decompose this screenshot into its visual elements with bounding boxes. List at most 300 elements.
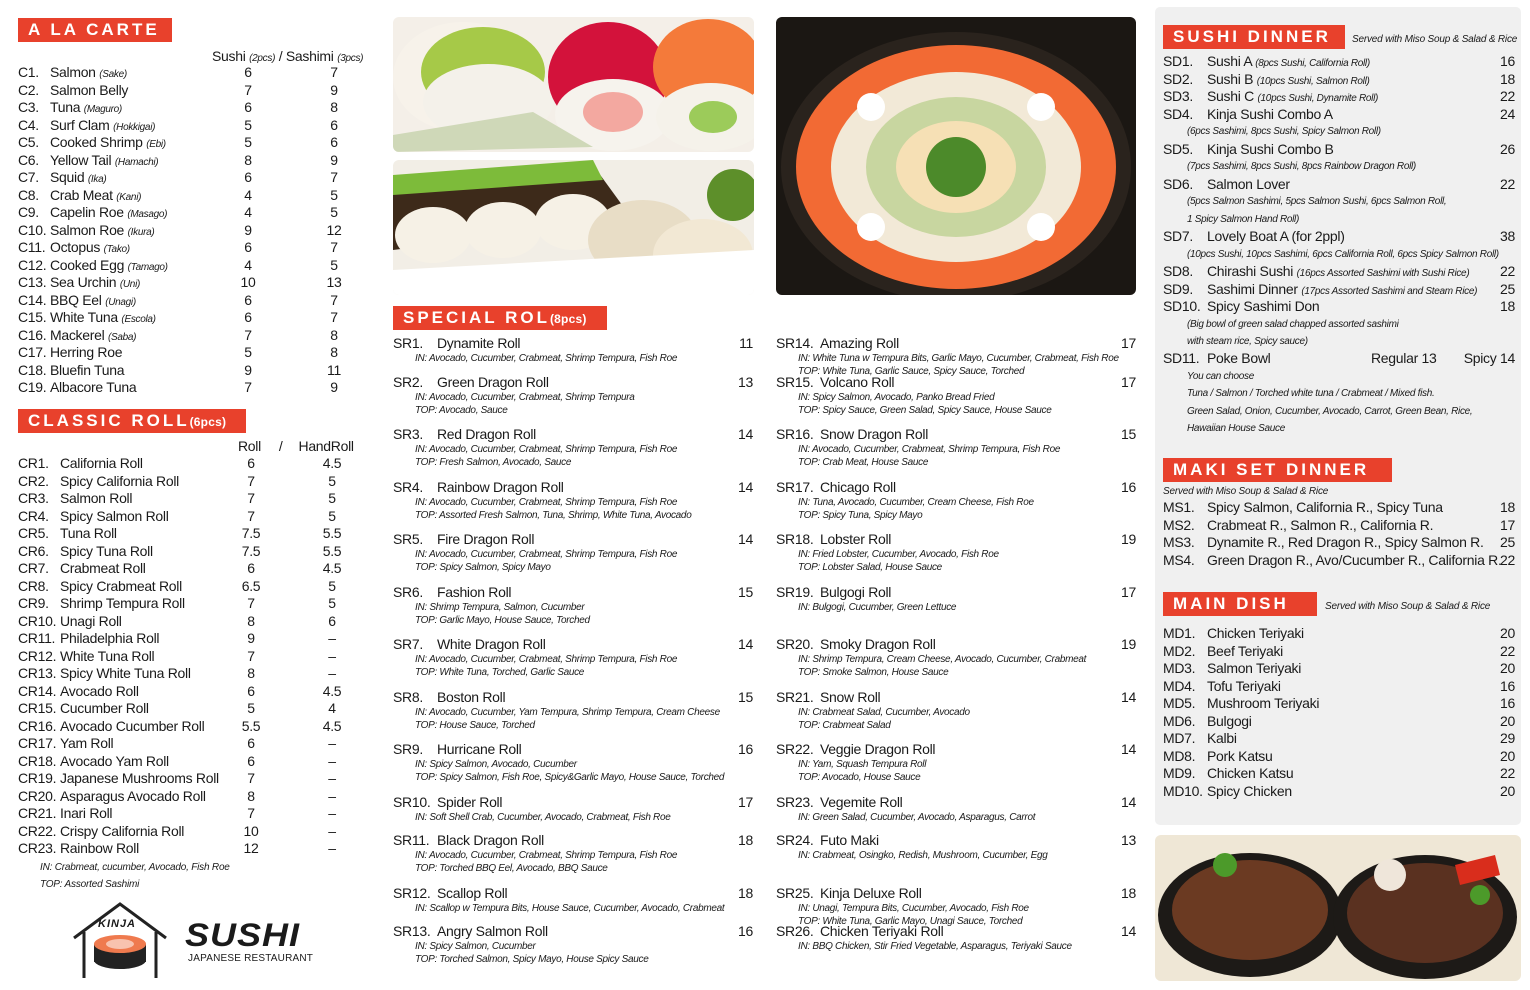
restaurant-subtitle: JAPANESE RESTAURANT — [188, 953, 314, 964]
ingredients-top: TOP: Smoke Salmon, House Sauce — [798, 667, 949, 678]
menu-item-row[interactable] — [18, 117, 368, 135]
menu-item-row[interactable] — [1163, 643, 1515, 661]
menu-item-row[interactable] — [1163, 730, 1515, 748]
ingredients-top: TOP: Crab Meat, House Sauce — [798, 457, 929, 468]
menu-item-row[interactable] — [18, 840, 368, 858]
special-roll-title — [776, 479, 1136, 496]
item-name-text: Tuna — [50, 99, 81, 115]
main-dish-header: MAIN DISH — [1163, 592, 1317, 616]
item-name-text: BBQ Eel — [50, 291, 102, 308]
item-price: 25 — [1500, 534, 1515, 550]
sashimi-price: 7 — [330, 291, 338, 308]
a-la-carte-header: A LA CARTE — [18, 18, 172, 42]
ingredients-inside: IN: Yam, Squash Tempura Roll — [798, 759, 927, 770]
menu-item-row[interactable] — [18, 718, 368, 736]
menu-item-row[interactable] — [1163, 695, 1515, 713]
item-name: Crabmeat R., Salmon R., California R. — [1207, 516, 1434, 533]
sushi-dinner-item[interactable] — [1163, 53, 1515, 71]
menu-item-row[interactable] — [18, 327, 368, 345]
item-name-text: Crab Meat — [50, 186, 113, 203]
item-price: 14 — [738, 531, 753, 547]
special-roll-item[interactable] — [393, 531, 753, 574]
item-price: 14 — [1121, 689, 1136, 705]
menu-item-row[interactable] — [18, 99, 368, 117]
item-description-line: (5pcs Salmon Sashimi, 5pcs Salmon Sushi, 6pcs Salmon Roll, — [1187, 196, 1447, 207]
item-code: C1. — [18, 64, 39, 80]
sashimi-price: 7 — [330, 309, 338, 325]
special-roll-title — [393, 689, 753, 706]
item-japanese-name: (Hokkigai) — [113, 121, 156, 133]
item-code: SD6. — [1163, 175, 1193, 192]
roll-price: 7 — [247, 805, 255, 821]
item-code: CR8. — [18, 577, 49, 594]
special-roll-title — [393, 426, 753, 443]
sushi-dinner-item[interactable] — [1163, 88, 1515, 106]
item-price: 11 — [739, 335, 753, 351]
roll-price: 6 — [247, 455, 255, 471]
item-name-text: Surf Clam — [50, 116, 110, 133]
special-roll-title — [776, 741, 1136, 758]
item-price: 22 — [1500, 263, 1515, 279]
item-name-text: Cooked Egg — [50, 256, 125, 273]
menu-item-row[interactable] — [1163, 783, 1515, 801]
item-name: Amazing Roll — [820, 335, 899, 351]
special-roll-item[interactable] — [393, 741, 753, 784]
item-name-text: Octopus — [50, 239, 101, 255]
special-roll-item[interactable] — [393, 374, 753, 417]
special-roll-item[interactable] — [393, 689, 753, 732]
menu-item-row[interactable] — [18, 292, 368, 310]
item-code: SD7. — [1163, 228, 1193, 244]
special-roll-title — [776, 374, 1136, 391]
special-roll-item[interactable] — [776, 636, 1136, 679]
item-name: Tofu Teriyaki — [1207, 677, 1281, 694]
item-name: Dynamite R., Red Dragon R., Spicy Salmon R. — [1207, 534, 1484, 550]
item-code: CR19. — [18, 770, 57, 786]
item-price: 19 — [1121, 636, 1136, 652]
item-code: CR14. — [18, 682, 57, 699]
special-roll-title — [393, 636, 753, 653]
item-code: MD2. — [1163, 642, 1196, 659]
item-code: SR8. — [393, 689, 423, 705]
handroll-price: 4 — [328, 700, 336, 716]
item-name: Green Dragon Roll — [437, 374, 549, 390]
special-roll-title — [393, 832, 753, 849]
item-price: 15 — [1121, 426, 1136, 442]
ingredients-inside: IN: Fried Lobster, Cucumber, Avocado, Fish Roe — [798, 549, 999, 560]
sushi-price: 7 — [244, 326, 252, 343]
item-code: C9. — [18, 204, 39, 220]
sashimi-price: 8 — [330, 99, 338, 115]
ingredients-inside: IN: Shrimp Tempura, Cream Cheese, Avocado, Cucumber, Crabmeat — [798, 654, 1087, 665]
menu-item-row[interactable] — [1163, 713, 1515, 731]
item-code: C18. — [18, 361, 47, 378]
special-roll-item[interactable] — [776, 794, 1136, 824]
item-price: 25 — [1500, 280, 1515, 297]
special-roll-item[interactable] — [393, 426, 753, 469]
ingredients-top: TOP: Garlic Mayo, House Sauce, Torched — [415, 615, 590, 626]
item-name: White Dragon Roll — [437, 636, 546, 652]
item-price: 16 — [1121, 479, 1136, 495]
sashimi-price: 5 — [330, 204, 338, 220]
roll-price: 7 — [247, 647, 255, 664]
ingredients-inside: IN: Spicy Salmon, Cucumber — [415, 941, 536, 952]
item-name: Fire Dragon Roll — [437, 531, 535, 547]
item-code: CR3. — [18, 490, 49, 506]
item-price: 16 — [1500, 695, 1515, 711]
special-roll-item[interactable] — [393, 794, 753, 824]
sushi-dinner-item[interactable] — [1163, 263, 1515, 281]
item-name: Spicy Salmon Roll — [60, 507, 169, 524]
menu-item-row[interactable] — [18, 344, 368, 362]
special-roll-title — [393, 741, 753, 758]
item-name: Snow Dragon Roll — [820, 426, 929, 442]
menu-item-row[interactable] — [18, 805, 368, 823]
item-code: SR6. — [393, 584, 423, 600]
item-code: SR5. — [393, 531, 423, 547]
item-code: CR21. — [18, 805, 57, 821]
ingredients-inside: IN: Spicy Salmon, Avocado, Panko Bread Fried — [798, 392, 995, 403]
special-roll-item[interactable] — [393, 479, 753, 522]
menu-item-row[interactable] — [18, 823, 368, 841]
special-roll-title — [776, 923, 1136, 940]
menu-item-title — [1163, 730, 1515, 748]
special-roll-title — [393, 584, 753, 601]
item-code: SR17. — [776, 479, 814, 495]
menu-item-row[interactable] — [1163, 499, 1515, 517]
item-japanese-name: (Tako) — [103, 244, 130, 255]
sashimi-price: 5 — [330, 256, 338, 273]
item-name: Mushroom Teriyaki — [1207, 695, 1320, 711]
special-roll-item[interactable] — [393, 832, 753, 875]
ingredients-top: TOP: Crabmeat Salad — [798, 720, 891, 731]
item-name: Crabmeat Roll — [60, 560, 146, 576]
item-name-text: Sushi A — [1207, 53, 1252, 69]
item-name-text: Sushi C — [1207, 88, 1254, 104]
menu-item-row[interactable] — [18, 274, 368, 292]
item-price: 15 — [738, 584, 753, 600]
item-code: MD5. — [1163, 695, 1196, 711]
roll-price: 7 — [247, 507, 255, 524]
item-price: 16 — [1500, 677, 1515, 694]
item-price: 26 — [1500, 140, 1515, 157]
item-code: C5. — [18, 134, 39, 150]
menu-item-row[interactable] — [18, 455, 368, 473]
item-name: Shrimp Tempura Roll — [60, 595, 185, 611]
item-name-text: Herring Roe — [50, 344, 123, 360]
item-price: 22 — [1500, 88, 1515, 104]
item-code: CR2. — [18, 472, 49, 489]
item-name: Boston Roll — [437, 689, 506, 705]
sushi-dinner-subtitle: Served with Miso Soup & Salad & Rice — [1352, 34, 1518, 45]
item-name: Avocado Roll — [60, 682, 139, 699]
item-name-text: Spicy Sashimi Don — [1207, 298, 1320, 314]
special-roll-title — [776, 335, 1136, 352]
item-name-text: Capelin Roe — [50, 204, 124, 220]
sushi-dinner-item[interactable] — [1163, 106, 1515, 141]
sushi-price: 6 — [244, 309, 252, 325]
sushi-dinner-title — [1163, 53, 1515, 71]
roll-price: 5 — [247, 700, 255, 716]
menu-item-title — [1163, 660, 1515, 678]
sushi-dinner-item[interactable] — [1163, 281, 1515, 299]
sushi-price: 4 — [244, 256, 252, 273]
menu-item-row[interactable] — [18, 648, 368, 666]
item-code: SD5. — [1163, 140, 1193, 157]
special-roll-title — [776, 426, 1136, 443]
menu-item-row[interactable] — [1163, 625, 1515, 643]
special-roll-item[interactable] — [776, 832, 1136, 862]
menu-item-row[interactable] — [18, 64, 368, 82]
item-description: (17pcs Assorted Sashimi and Steam Rice) — [1301, 285, 1478, 297]
item-name: Bulgogi — [1207, 712, 1252, 729]
menu-item-row[interactable] — [18, 753, 368, 771]
menu-item-row[interactable] — [18, 82, 368, 100]
menu-item-row[interactable] — [18, 683, 368, 701]
item-description: (10pcs Sushi, Salmon Roll) — [1256, 75, 1370, 87]
sashimi-price: 12 — [326, 221, 342, 238]
item-code: SD2. — [1163, 70, 1193, 87]
item-description-line: with steam rice, Spicy sauce) — [1187, 336, 1308, 347]
ingredients-top: TOP: Spicy Sauce, Green Salad, Spicy Sauce, House Sauce — [798, 405, 1052, 416]
item-code: CR17. — [18, 735, 57, 751]
ingredients-top: TOP: Spicy Salmon, Fish Roe, Spicy&Garlic Mayo, House Sauce, Torched — [415, 772, 725, 783]
roll-price: 7 — [247, 595, 255, 611]
menu-item-row[interactable] — [18, 239, 368, 257]
sushi-wordmark: SUSHI — [185, 916, 301, 953]
item-name: Beef Teriyaki — [1207, 642, 1283, 659]
item-code: CR22. — [18, 822, 57, 839]
menu-item-row[interactable] — [18, 665, 368, 683]
handroll-price: – — [328, 770, 336, 786]
menu-item-row[interactable] — [18, 204, 368, 222]
sushi-price: 6 — [244, 169, 252, 185]
menu-item-row[interactable] — [1163, 552, 1515, 570]
sushi-dinner-item[interactable] — [1163, 176, 1515, 229]
menu-item-title — [1163, 625, 1515, 643]
special-roll-title — [776, 794, 1136, 811]
menu-item-row[interactable] — [1163, 678, 1515, 696]
ingredients-top: TOP: Avocado, Sauce — [415, 405, 508, 416]
special-roll-item[interactable] — [393, 636, 753, 679]
item-description-line: 1 Spicy Salmon Hand Roll) — [1187, 213, 1299, 225]
item-name: Inari Roll — [60, 805, 113, 821]
menu-item-row[interactable] — [18, 152, 368, 170]
menu-item-row[interactable] — [18, 473, 368, 491]
item-price: 18 — [738, 832, 753, 848]
item-price: 16 — [1500, 53, 1515, 69]
item-price: 22 — [1500, 551, 1515, 568]
menu-item-row[interactable] — [18, 543, 368, 561]
special-roll-title — [393, 374, 753, 391]
item-name-text: Yellow Tail — [50, 151, 112, 168]
menu-item-row[interactable] — [18, 525, 368, 543]
menu-item-row[interactable] — [18, 379, 368, 397]
maki-set-header: MAKI SET DINNER — [1163, 458, 1392, 482]
item-code: SR3. — [393, 426, 423, 442]
sushi-dinner-item[interactable] — [1163, 141, 1515, 176]
sashimi-price: 7 — [330, 169, 338, 185]
item-code: SR10. — [393, 794, 431, 810]
item-japanese-name: (Tamago) — [127, 261, 168, 273]
item-name-text: Sashimi Dinner — [1207, 280, 1298, 297]
item-code: CR10. — [18, 612, 57, 629]
item-name: Salmon Teriyaki — [1207, 660, 1302, 676]
sushi-dinner-item[interactable] — [1163, 298, 1515, 351]
item-description: (10pcs Sushi, Dynamite Roll) — [1257, 93, 1379, 104]
sushi-price: 4 — [244, 186, 252, 203]
item-code: MS1. — [1163, 499, 1195, 515]
item-code: SR25. — [776, 885, 814, 901]
menu-item-row[interactable] — [18, 630, 368, 648]
special-roll-item[interactable] — [776, 426, 1136, 469]
item-code: CR23. — [18, 840, 57, 856]
ingredients-inside: IN: Avocado, Cucumber, Crabmeat, Shrimp Tempura, Fish Roe — [415, 549, 678, 560]
item-name: Spicy Salmon, California R., Spicy Tuna — [1207, 499, 1443, 515]
special-roll-item[interactable] — [393, 885, 753, 915]
handroll-price: 5.5 — [322, 542, 342, 559]
roll-price: 6 — [247, 735, 255, 751]
menu-item-row[interactable] — [18, 770, 368, 788]
item-name: Smoky Dragon Roll — [820, 636, 936, 652]
menu-item-row[interactable] — [1163, 748, 1515, 766]
item-name: Tuna Roll — [60, 525, 117, 541]
sashimi-price: 7 — [330, 239, 338, 255]
item-name-text: Kinja Sushi Combo A — [1207, 105, 1333, 122]
ingredients-inside: IN: Avocado, Cucumber, Crabmeat, Shrimp Tempura, Fish Roe — [415, 444, 678, 455]
sushi-price: 7 — [244, 81, 252, 98]
menu-item-row[interactable] — [1163, 765, 1515, 783]
roll-price: 5.5 — [241, 717, 261, 734]
sushi-price: 6 — [244, 99, 252, 115]
item-price: 14 — [1121, 794, 1136, 810]
item-code: C16. — [18, 326, 47, 343]
roll-price: 12 — [243, 840, 259, 856]
menu-item-row[interactable] — [1163, 517, 1515, 535]
special-roll-item[interactable] — [393, 584, 753, 627]
item-code: SR14. — [776, 335, 814, 351]
menu-item-row[interactable] — [18, 508, 368, 526]
menu-item-row[interactable] — [18, 490, 368, 508]
handroll-price: – — [328, 787, 336, 804]
item-price: 20 — [1500, 712, 1515, 729]
item-price: 17 — [1121, 335, 1136, 351]
menu-item-row[interactable] — [18, 134, 368, 152]
sushi-dinner-item[interactable] — [1163, 71, 1515, 89]
item-price: 22 — [1500, 175, 1515, 192]
ingredients-inside: IN: Avocado, Cucumber, Crabmeat, Shrimp Tempura, Fish Roe — [798, 444, 1061, 455]
sushi-price: 5 — [244, 134, 252, 150]
menu-item-row[interactable] — [18, 309, 368, 327]
menu-item-row[interactable] — [1163, 660, 1515, 678]
item-name: Spider Roll — [437, 794, 503, 810]
menu-item-row[interactable] — [18, 257, 368, 275]
special-roll-item[interactable] — [776, 531, 1136, 574]
item-price: 17 — [1500, 516, 1515, 533]
special-roll-title — [393, 479, 753, 496]
item-name — [1207, 141, 1334, 159]
sushi-price: 6 — [244, 64, 252, 80]
item-japanese-name: (Saba) — [108, 331, 137, 343]
menu-item-row[interactable] — [18, 700, 368, 718]
item-name-text: Salmon Lover — [1207, 175, 1290, 192]
roll-price: 7 — [247, 490, 255, 506]
menu-item-row[interactable] — [18, 560, 368, 578]
special-roll-item[interactable] — [776, 335, 1136, 378]
handroll-price: – — [328, 822, 336, 839]
ingredients-inside: IN: Avocado, Cucumber, Crabmeat, Shrimp Tempura, Fish Roe — [415, 497, 678, 508]
menu-item-row[interactable] — [18, 169, 368, 187]
item-code: CR20. — [18, 787, 57, 804]
menu-item-row[interactable] — [18, 222, 368, 240]
item-name: Bulgogi Roll — [820, 584, 892, 600]
item-code: SR15. — [776, 374, 814, 390]
menu-item-row[interactable] — [18, 578, 368, 596]
special-roll-item[interactable] — [776, 689, 1136, 732]
sushi-price: 9 — [244, 221, 252, 238]
special-roll-item[interactable] — [776, 479, 1136, 522]
menu-item-row[interactable] — [18, 735, 368, 753]
item-code: SR18. — [776, 531, 814, 547]
handroll-price: 5 — [328, 577, 336, 594]
menu-item-row[interactable] — [1163, 534, 1515, 552]
item-name: Vegemite Roll — [820, 794, 903, 810]
special-roll-item[interactable] — [776, 374, 1136, 417]
menu-item-row[interactable] — [18, 362, 368, 380]
special-roll-item[interactable] — [776, 923, 1136, 953]
item-code: C8. — [18, 186, 39, 203]
item-code: C7. — [18, 169, 39, 185]
roll-price: 8 — [247, 787, 255, 804]
sushi-dinner-item[interactable] — [1163, 228, 1515, 263]
item-name — [1207, 228, 1345, 246]
special-roll-item[interactable] — [393, 335, 753, 365]
item-name: Chicken Katsu — [1207, 765, 1294, 781]
ingredients-inside: IN: Avocado, Cucumber, Crabmeat, Shrimp Tempura, Fish Roe — [415, 654, 678, 665]
ingredients-top: TOP: White Tuna, Torched, Garlic Sauce — [415, 667, 585, 678]
item-name: Red Dragon Roll — [437, 426, 536, 442]
handroll-price: – — [328, 840, 336, 856]
menu-item-row[interactable] — [18, 788, 368, 806]
sushi-dinner-title — [1163, 88, 1515, 106]
item-price: 22 — [1500, 642, 1515, 659]
special-roll-item[interactable] — [776, 584, 1136, 614]
item-name: White Tuna Roll — [60, 647, 155, 664]
special-roll-item[interactable] — [776, 741, 1136, 784]
handroll-price: – — [328, 665, 336, 681]
item-name-text: Salmon Roe — [50, 221, 125, 238]
item-code: SD8. — [1163, 263, 1193, 279]
special-roll-item[interactable] — [393, 923, 753, 966]
sushi-dinner-title — [1163, 106, 1515, 124]
menu-item-row[interactable] — [18, 595, 368, 613]
ingredients-inside: IN: Avocado, Cucumber, Crabmeat, Shrimp Tempura, Fish Roe — [415, 850, 678, 861]
sashimi-price: 6 — [330, 134, 338, 150]
menu-item-title — [1163, 552, 1515, 570]
menu-item-row[interactable] — [18, 187, 368, 205]
menu-item-row[interactable] — [18, 613, 368, 631]
roll-price: 7.5 — [241, 542, 261, 559]
item-name: Pork Katsu — [1207, 747, 1273, 764]
roll-price: 6 — [247, 560, 255, 576]
item-description-line: (7pcs Sashimi, 8pcs Sushi, 8pcs Rainbow Dragon Roll) — [1187, 161, 1416, 172]
special-roll-item[interactable] — [776, 885, 1136, 928]
menu-item-title — [1163, 643, 1515, 661]
special-roll-title — [776, 885, 1136, 902]
ingredients-inside: IN: Soft Shell Crab, Cucumber, Avocado, Crabmeat, Fish Roe — [415, 812, 671, 823]
sushi-price: 5 — [244, 344, 252, 360]
handroll-price: 4.5 — [322, 560, 342, 576]
